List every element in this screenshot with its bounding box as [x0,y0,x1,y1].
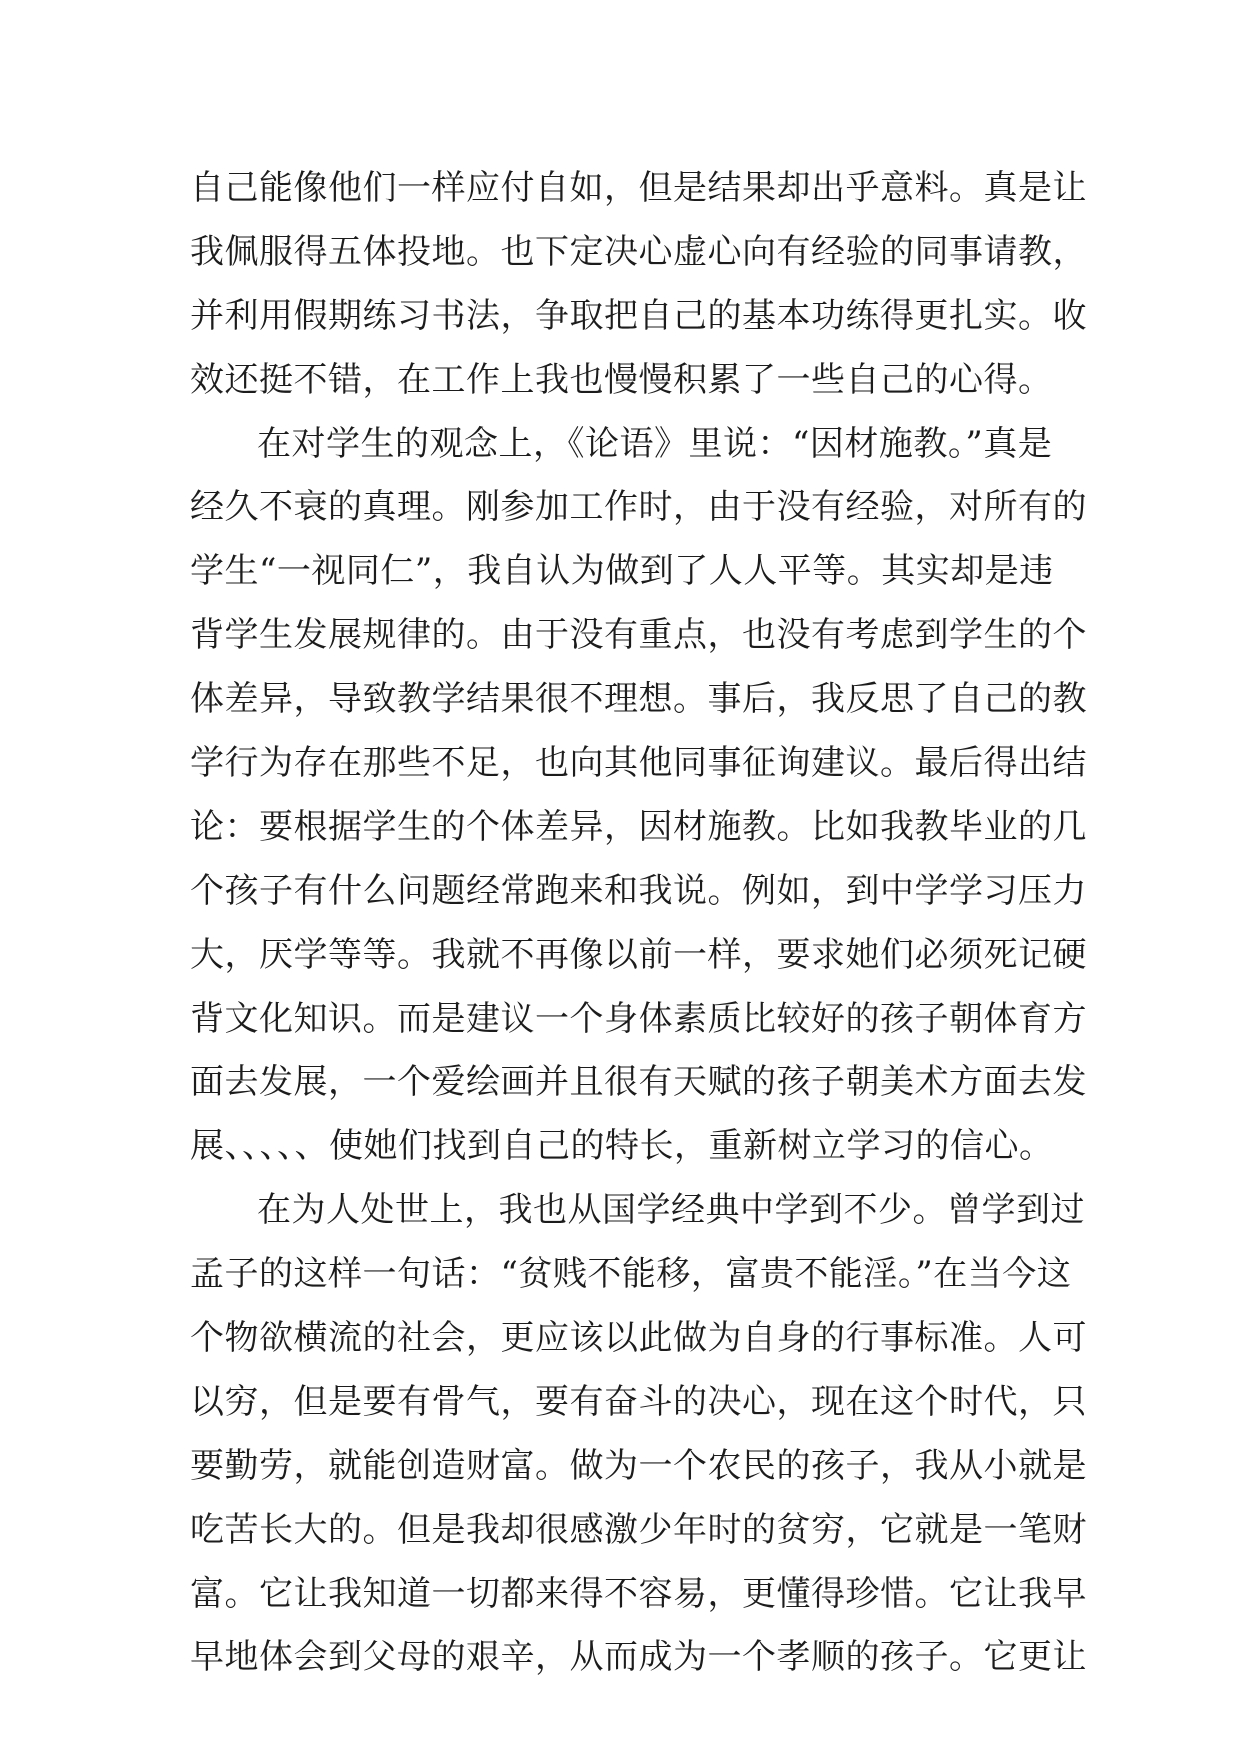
text-line: 效还挺不错，在工作上我也慢慢积累了一些自己的心得。 [190,359,1053,400]
text-line: 大，厌学等等。我就不再像以前一样，要求她们必须死记硬 [190,934,1087,975]
text-line: 我佩服得五体投地。也下定决心虚心向有经验的同事请教， [190,231,1087,272]
text-line: 要勤劳，就能创造财富。做为一个农民的孩子，我从小就是 [190,1445,1087,1486]
text-line: 自己能像他们一样应付自如，但是结果却出乎意料。真是让 [190,168,1087,208]
text-line: 富。它让我知道一切都来得不容易，更懂得珍惜。它让我早 [190,1573,1087,1614]
body-text [190,157,1087,1690]
text-line: 孟子的这样一句话：“贫贱不能移，富贵不能淫。”在当今这 [190,1254,1072,1295]
text-line: 论：要根据学生的个体差异，因材施教。比如我教毕业的几 [190,806,1087,847]
text-line: 背文化知识。而是建议一个身体素质比较好的孩子朝体育方 [190,998,1087,1039]
text-line: 展、、、、、使她们找到自己的特长，重新树立学习的信心。 [190,1126,1054,1167]
text-line: 早地体会到父母的艰辛，从而成为一个孝顺的孩子。它更让 [190,1637,1087,1678]
text-line: 学生“一视同仁”，我自认为做到了人人平等。其实却是违 [190,551,1054,592]
text-line: 学行为存在那些不足，也向其他同事征询建议。最后得出结 [190,743,1087,784]
text-line: 面去发展，一个爱绘画并且很有天赋的孩子朝美术方面去发 [190,1062,1087,1103]
text-line: 吃苦长大的。但是我却很感激少年时的贫穷，它就是一笔财 [190,1509,1087,1550]
paragraph-first-line: 在为人处世上，我也从国学经典中学到不少。曾学到过 [257,1190,1085,1231]
paragraph-first-line: 在对学生的观念上，《论语》里说：“因材施教。”真是 [257,423,1053,464]
text-line: 个物欲横流的社会，更应该以此做为自身的行事标准。人可 [190,1318,1087,1359]
text-line: 以穷，但是要有骨气，要有奋斗的决心，现在这个时代，只 [190,1381,1087,1422]
text-line: 背学生发展规律的。由于没有重点，也没有考虑到学生的个 [190,615,1087,656]
text-line: 体差异，导致教学结果很不理想。事后，我反思了自己的教 [190,679,1087,720]
text-line: 并利用假期练习书法，争取把自己的基本功练得更扎实。收 [190,295,1087,336]
text-line: 个孩子有什么问题经常跑来和我说。例如，到中学学习压力 [190,870,1087,911]
text-line: 经久不衰的真理。刚参加工作时，由于没有经验，对所有的 [190,487,1087,528]
